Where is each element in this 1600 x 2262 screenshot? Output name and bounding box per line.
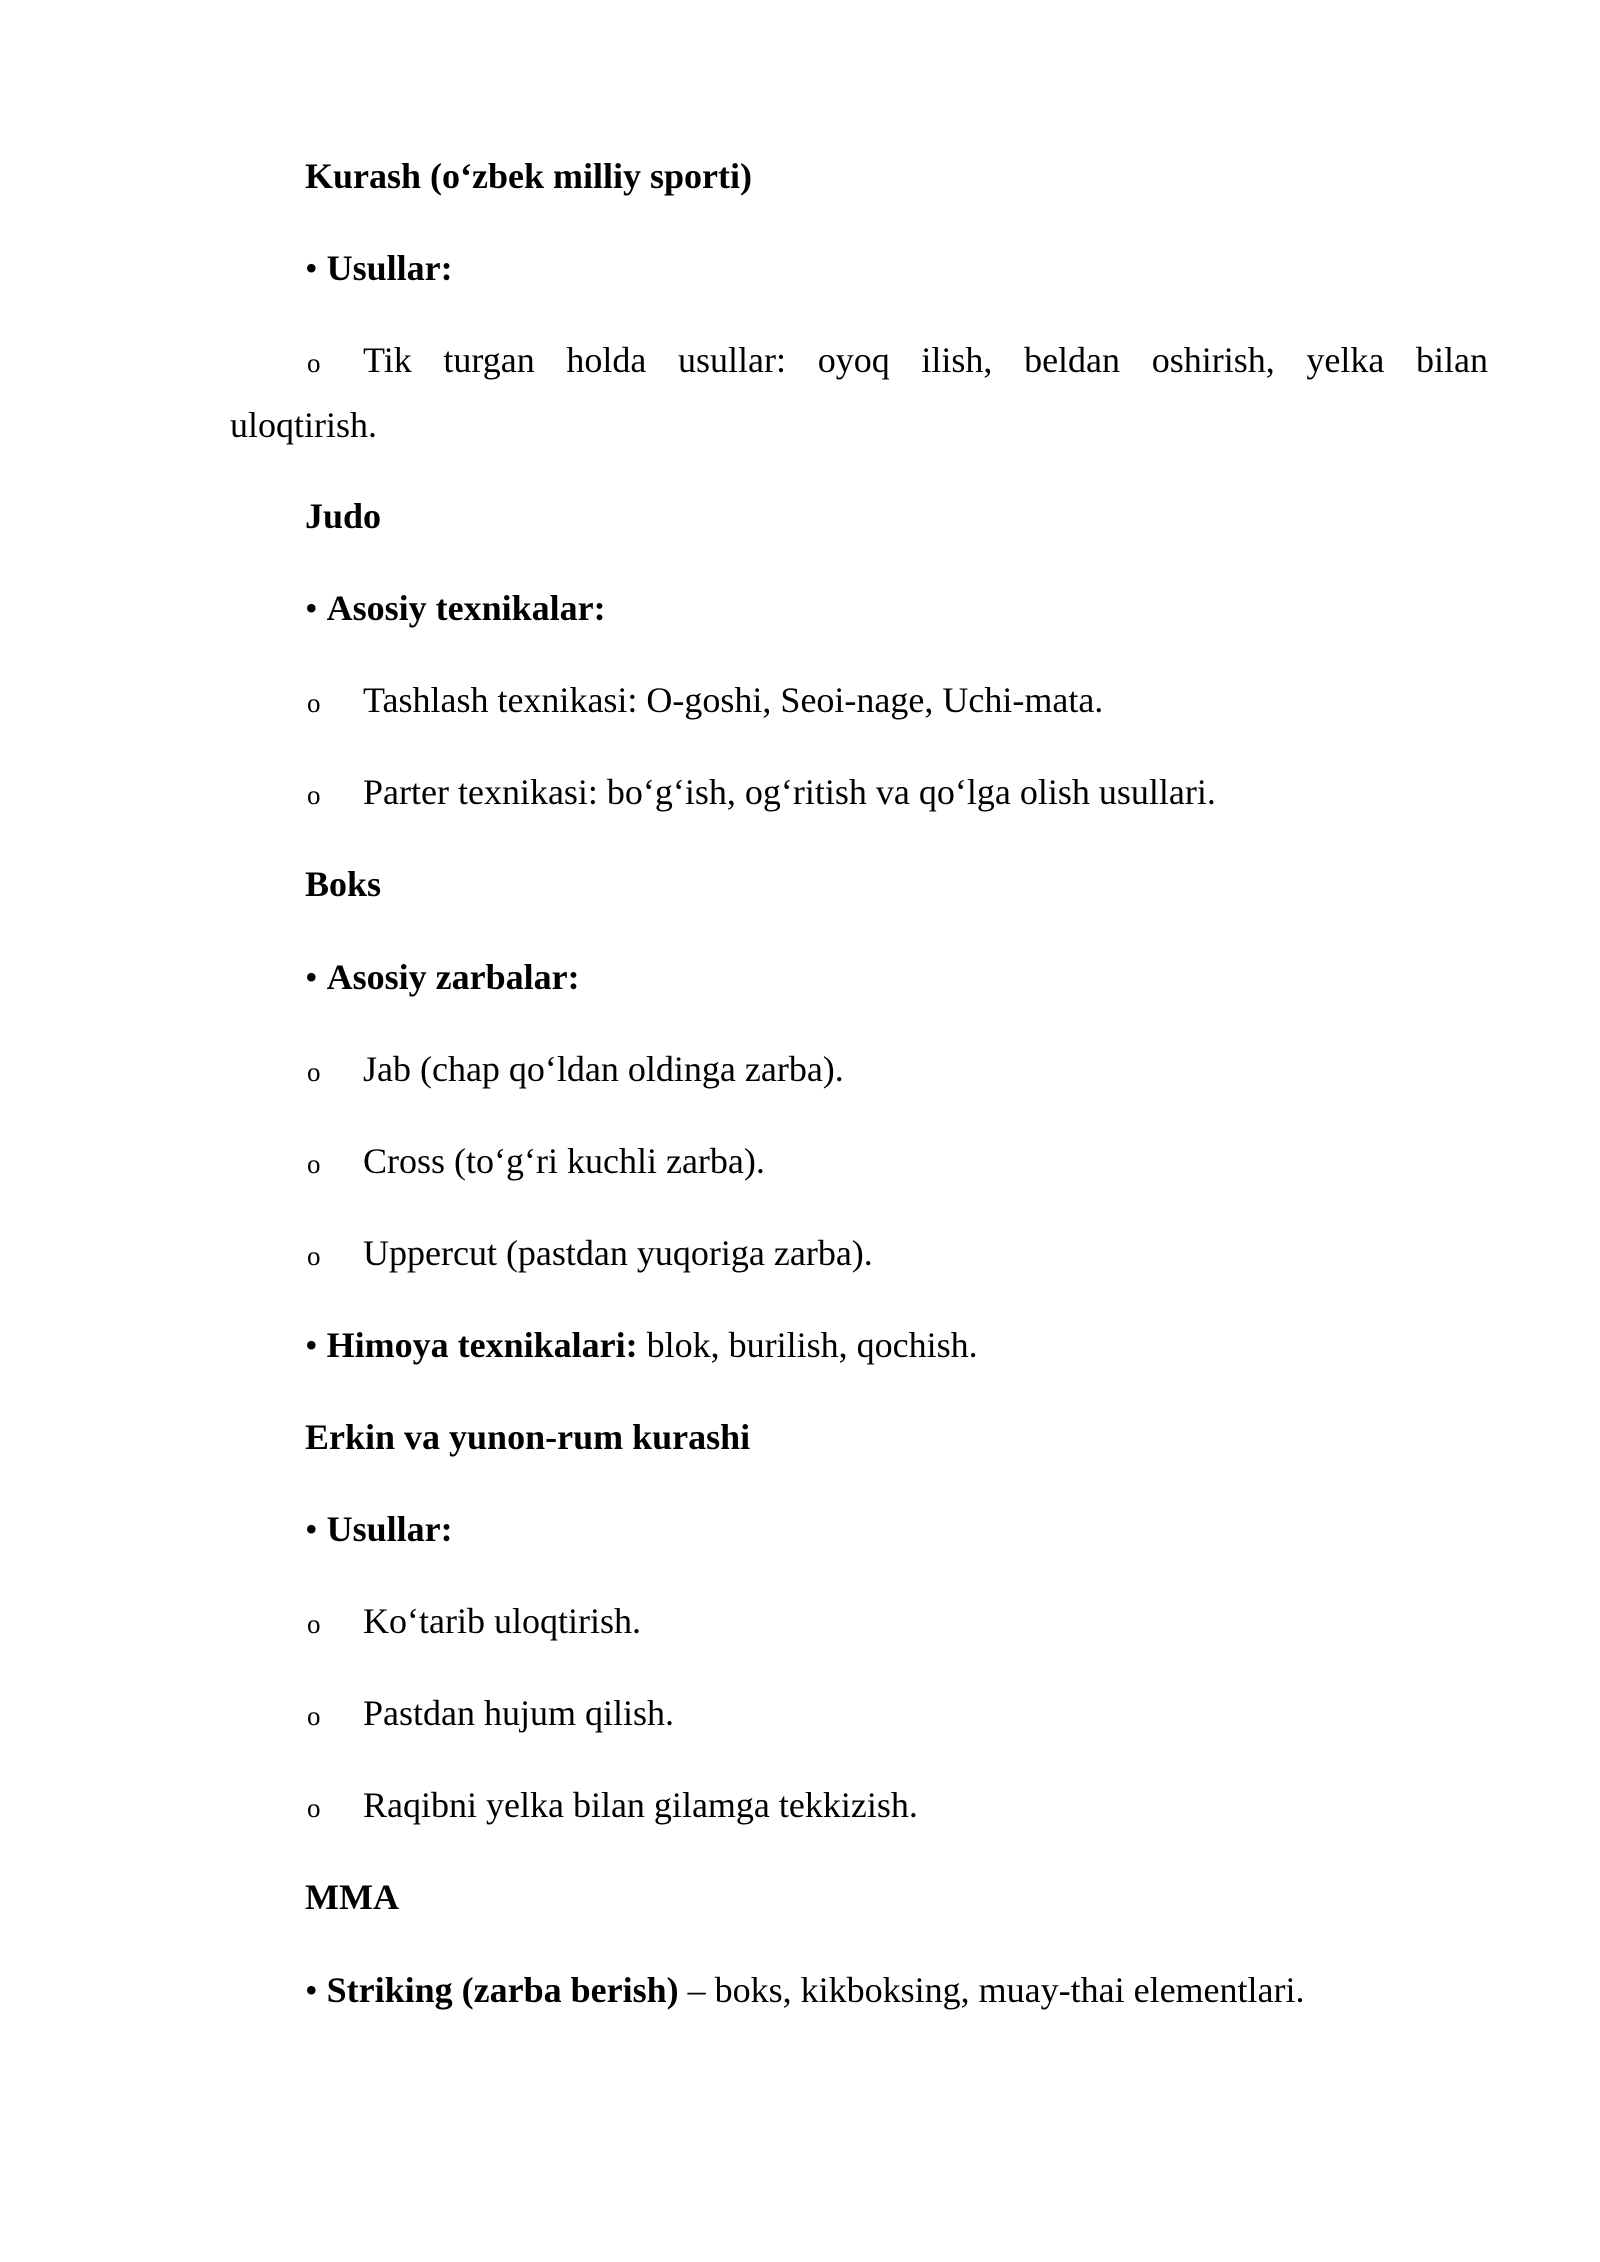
sub-item-line-2: uloqtirish. <box>230 405 378 445</box>
bullet-label: Usullar: <box>326 1509 453 1549</box>
bullet-rest-text: – boks, kikboksing, muay-thai elementlari. <box>678 1970 1305 2010</box>
bullet-label: Striking (zarba berish) <box>326 1970 679 2010</box>
bullet-marker: • <box>305 1325 318 1365</box>
sub-bullet-marker: o <box>307 1149 321 1179</box>
section-heading: MMA <box>305 1877 399 1917</box>
sub-item-paragraph <box>230 327 1488 396</box>
bullet-label: Asosiy texnikalar: <box>326 588 606 628</box>
bullet-marker: • <box>305 1970 318 2010</box>
section-heading: Erkin va yunon-rum kurashi <box>305 1417 751 1457</box>
sub-item-text: Tik turgan holda usullar: oyoq ilish, beldan oshirish, yelka bilan <box>363 340 1488 380</box>
sub-item-text: Ko‘tarib uloqtirish. <box>363 1601 641 1641</box>
sub-item-text: Uppercut (pastdan yuqoriga zarba). <box>363 1233 873 1273</box>
section-heading: Boks <box>305 864 382 904</box>
sub-item-text: Raqibni yelka bilan gilamga tekkizish. <box>363 1785 918 1825</box>
bullet-item <box>305 1507 453 1551</box>
sub-bullet-marker: o <box>307 348 321 378</box>
bullet-item <box>305 1968 1305 2012</box>
sub-bullet-marker: o <box>307 688 321 718</box>
sub-item-text: Pastdan hujum qilish. <box>363 1693 675 1733</box>
sub-bullet-marker: o <box>307 1793 321 1823</box>
sub-item-text: Tashlash texnikasi: O-goshi, Seoi-nage, Uchi-mata. <box>363 680 1104 720</box>
sub-bullet-marker: o <box>307 1241 321 1271</box>
sub-bullet-marker: o <box>307 1057 321 1087</box>
sub-item-text: Parter texnikasi: bo‘g‘ish, og‘ritish va qo‘lga olish usullari. <box>363 772 1216 812</box>
sub-item-text: Cross (to‘g‘ri kuchli zarba). <box>363 1141 765 1181</box>
bullet-label: Asosiy zarbalar: <box>326 957 580 997</box>
bullet-marker: • <box>305 1509 318 1549</box>
sub-bullet-marker: o <box>307 1701 321 1731</box>
section-heading: Judo <box>305 496 382 536</box>
sub-bullet-marker: o <box>307 1609 321 1639</box>
bullet-label: Himoya texnikalari: <box>326 1325 638 1365</box>
bullet-marker: • <box>305 957 318 997</box>
sub-item-text: Jab (chap qo‘ldan oldinga zarba). <box>363 1049 844 1089</box>
bullet-marker: • <box>305 248 318 288</box>
bullet-item <box>305 1323 978 1367</box>
sub-bullet-marker: o <box>307 780 321 810</box>
bullet-item <box>305 246 453 290</box>
sub-item-line-1 <box>230 327 1488 396</box>
bullet-marker: • <box>305 588 318 628</box>
section-heading: Kurash (o‘zbek milliy sporti) <box>305 156 752 196</box>
bullet-item <box>305 586 606 630</box>
bullet-rest-text: blok, burilish, qochish. <box>637 1325 978 1365</box>
bullet-label: Usullar: <box>326 248 453 288</box>
bullet-item <box>305 955 580 999</box>
